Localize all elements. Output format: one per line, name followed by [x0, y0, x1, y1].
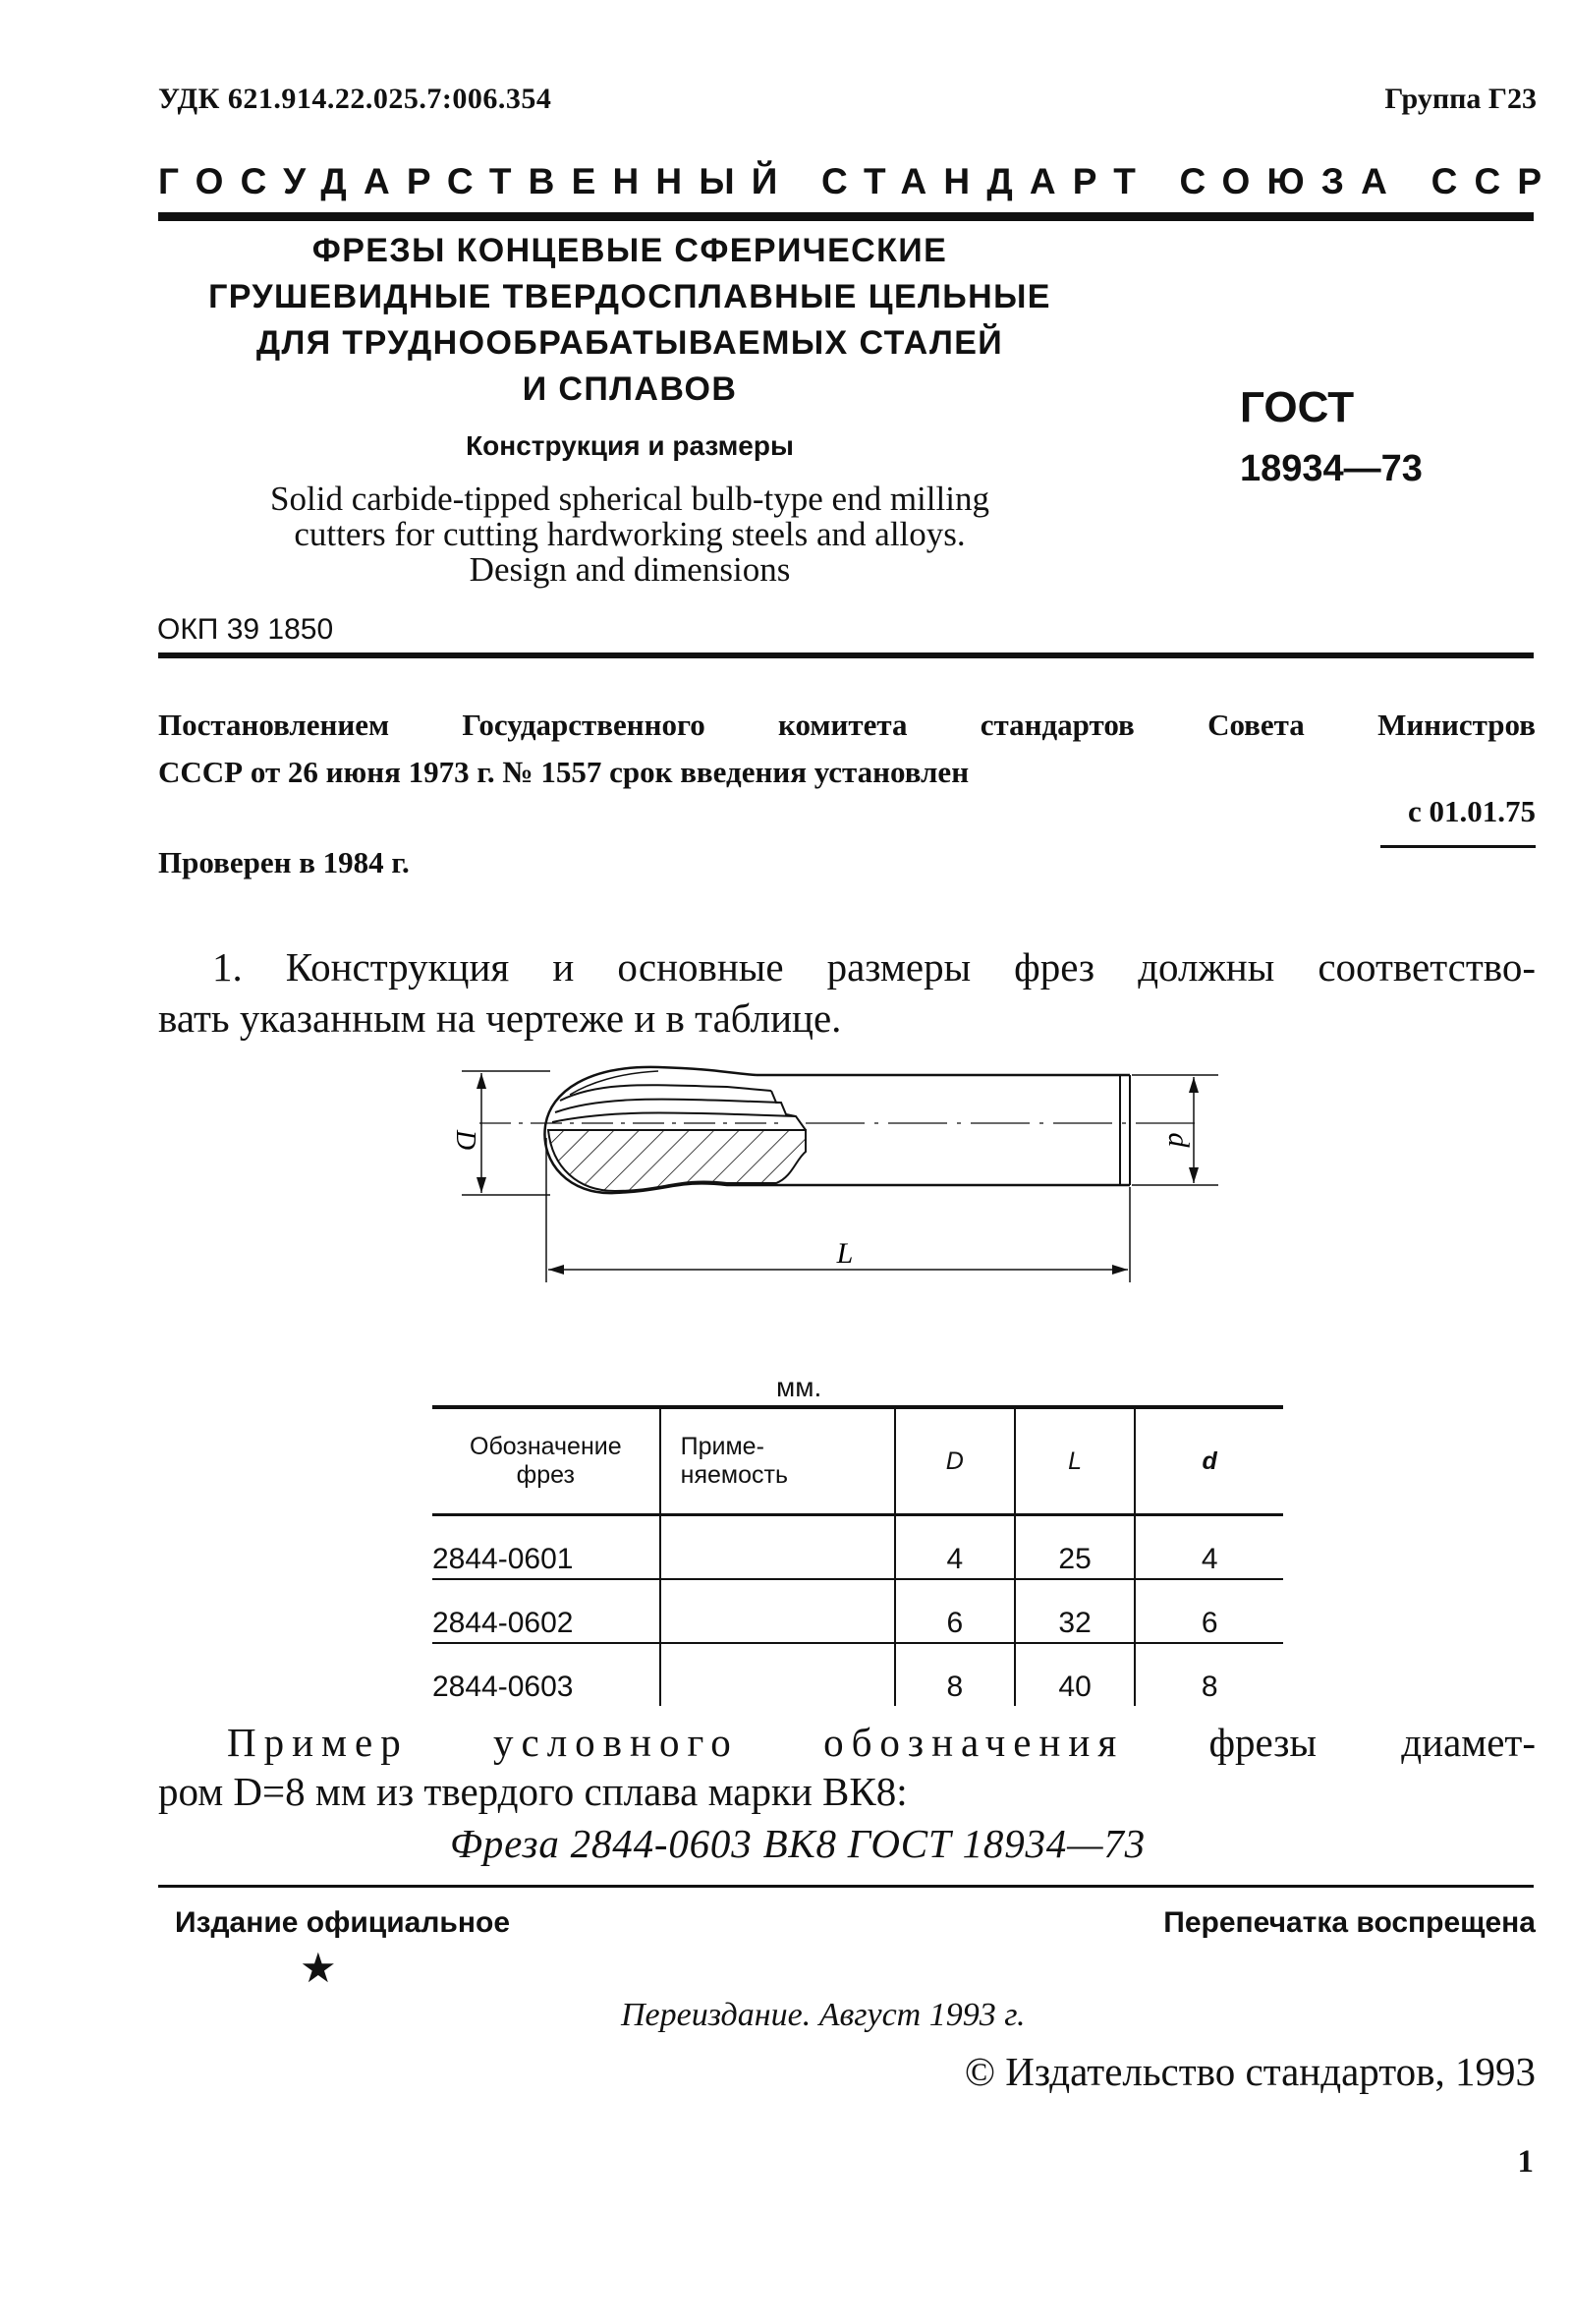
title-line-4: И СПЛАВОВ [522, 370, 738, 408]
flute-3 [552, 1112, 796, 1122]
header-designation: Обозначение фрез [432, 1407, 660, 1515]
title-rule [158, 652, 1534, 658]
example-word-2: условного [493, 1720, 739, 1765]
cell-d: 6 [1135, 1579, 1283, 1643]
table-row [432, 1515, 1283, 1580]
group-code: Группа Г23 [1384, 83, 1537, 115]
no-reprint-notice: Перепечатка воспрещена [1163, 1906, 1536, 1939]
table-header-row [432, 1407, 1283, 1515]
clause-1-line-1: 1. Конструкция и основные размеры фрез должны соответство- [212, 944, 1536, 990]
header-d: d [1135, 1407, 1283, 1515]
checked-note: Проверен в 1984 г. [158, 845, 410, 879]
star-icon: ★ [300, 1947, 337, 1992]
decree [158, 702, 1536, 796]
title-line-3: ДЛЯ ТРУДНООБРАБАТЫВАЕМЫХ СТАЛЕЙ [255, 324, 1004, 362]
example-line-1-rest: фрезы диамет- [1208, 1720, 1536, 1765]
cell-L: 25 [1015, 1515, 1135, 1580]
cell-D: 8 [895, 1643, 1015, 1706]
d-arrow-top [1189, 1077, 1199, 1093]
example-line-2: ром D=8 мм из твердого сплава марки ВК8: [158, 1769, 908, 1814]
d-arrow-bottom [1189, 1167, 1199, 1183]
gost-label: ГОСТ [1240, 383, 1355, 431]
udk-code: УДК 621.914.22.025.7:006.354 [158, 83, 552, 115]
example-line-1 [158, 1718, 1536, 1767]
label-L: L [836, 1237, 854, 1270]
L-arrow-left [548, 1265, 564, 1275]
clause-1-line-2: вать указанным на чертеже и в таблице. [158, 995, 842, 1041]
copyright: © Издательство стандартов, 1993 [964, 2049, 1536, 2094]
decree-line-2: СССР от 26 июня 1973 г. № 1557 срок введения установлен [158, 755, 970, 789]
english-line-2: cutters for cutting hardworking steels and alloys. [294, 515, 966, 553]
cell-d: 8 [1135, 1643, 1283, 1706]
cell-applicability [660, 1515, 895, 1580]
cell-L: 40 [1015, 1643, 1135, 1706]
effective-date: с 01.01.75 [1407, 794, 1536, 828]
L-arrow-right [1112, 1265, 1128, 1275]
gost-number: 18934—73 [1240, 448, 1423, 489]
D-arrow-top [477, 1073, 486, 1089]
label-d: d [1162, 1132, 1195, 1148]
example-word-3: обозначения [823, 1720, 1125, 1765]
page-number: 1 [1517, 2144, 1534, 2180]
effective-date-underline [1380, 845, 1536, 848]
header-rule [158, 212, 1534, 221]
state-standard-heading: ГОСУДАРСТВЕННЫЙ СТАНДАРТ СОЮЗА ССР [158, 161, 1559, 201]
table-row [432, 1643, 1283, 1706]
example-word-1: Пример [227, 1720, 409, 1765]
D-arrow-bottom [477, 1177, 486, 1193]
reissue-note: Переиздание. Август 1993 г. [621, 1997, 1026, 2033]
cell-applicability [660, 1643, 895, 1706]
title-line-2: ГРУШЕВИДНЫЕ ТВЕРДОСПЛАВНЫЕ ЦЕЛЬНЫЕ [208, 278, 1051, 315]
cell-D: 4 [895, 1515, 1015, 1580]
flute-1 [560, 1085, 771, 1101]
table-row [432, 1579, 1283, 1643]
hatched-section [548, 1130, 806, 1191]
decree-line-1: Постановлением Государственного комитета стандартов Совета Министров [158, 708, 1536, 742]
cell-L: 32 [1015, 1579, 1135, 1643]
cutter-drawing [432, 1061, 1258, 1317]
cell-D: 6 [895, 1579, 1015, 1643]
header-L: L [1015, 1407, 1135, 1515]
cell-applicability [660, 1579, 895, 1643]
header-D: D [895, 1407, 1015, 1515]
english-line-1: Solid carbide-tipped spherical bulb-type end milling [270, 480, 989, 518]
official-edition: Издание официальное [175, 1906, 511, 1939]
label-D: D [450, 1129, 480, 1151]
footer-rule [158, 1885, 1534, 1888]
okp-code: ОКП 39 1850 [157, 613, 334, 646]
clause-1 [158, 941, 1536, 1044]
cell-designation: 2844-0601 [432, 1515, 660, 1580]
title-line-1: ФРЕЗЫ КОНЦЕВЫЕ СФЕРИЧЕСКИЕ [311, 232, 948, 269]
subtitle: Конструкция и размеры [466, 430, 794, 461]
title-block [158, 228, 1101, 588]
flute-ends [771, 1091, 806, 1130]
example-paragraph [158, 1718, 1536, 1816]
header-applicability: Приме- няемость [660, 1407, 895, 1515]
cell-designation: 2844-0603 [432, 1671, 574, 1703]
cell-d: 4 [1135, 1515, 1283, 1580]
unit-label: мм. [776, 1372, 822, 1402]
example-designation: Фреза 2844-0603 ВК8 ГОСТ 18934—73 [450, 1821, 1146, 1866]
dimensions-table [432, 1405, 1283, 1706]
english-title [158, 482, 1101, 588]
english-line-3: Design and dimensions [469, 550, 791, 589]
flute-2 [555, 1100, 781, 1112]
cell-designation: 2844-0602 [432, 1579, 660, 1643]
